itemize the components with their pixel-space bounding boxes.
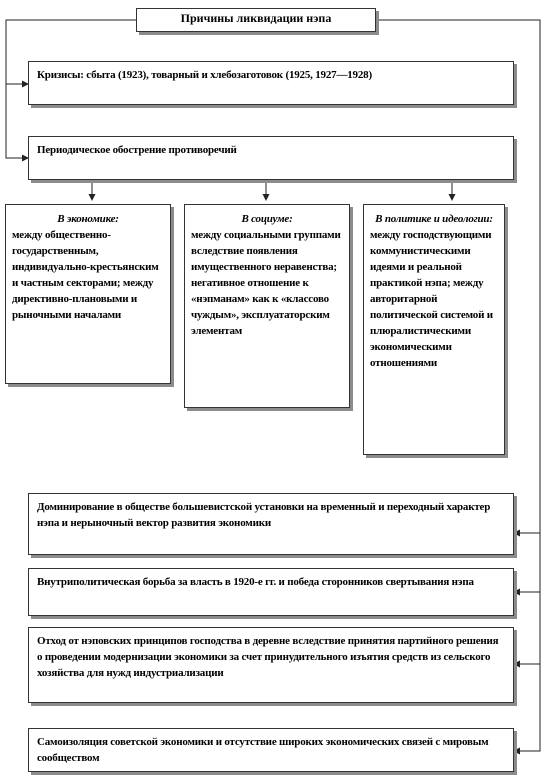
cause-text-1: Доминирование в обществе большевистской установки на временный и переходный характер нэпа и нерыночный вектор развития экономики (37, 501, 491, 529)
contradictions-text: Периодическое обострение противоречий (37, 144, 237, 156)
crises-box (28, 61, 514, 105)
cause-box-2 (28, 568, 514, 616)
economy-box (5, 204, 171, 384)
cause-text-4: Самоизоляция советской экономики и отсутствие широких экономических связей с мировым сообществом (37, 736, 489, 764)
contradictions-box (28, 136, 514, 180)
society-box (184, 204, 350, 408)
politics-heading: В политике и идеологии: (375, 213, 493, 225)
society-text: между социальными группами вследствие появления имущественного неравенства; негативное отношение к «нэпманам» как к «классово чуждым», эксплуататорским элементам (191, 229, 341, 337)
economy-text: между общественно-государственным, индивидуально-крестьянским и частным секторами; между директивно-плановыми и рыночными началами (12, 229, 159, 321)
cause-box-1 (28, 493, 514, 555)
politics-box (363, 204, 505, 455)
diagram-title (136, 8, 376, 32)
cause-box-3 (28, 627, 514, 703)
society-heading: В социуме: (241, 213, 293, 225)
cause-box-4 (28, 728, 514, 772)
cause-text-2: Внутриполитическая борьба за власть в 1920-е гг. и победа сторонников свертывания нэпа (37, 576, 474, 588)
crises-text: Кризисы: сбыта (1923), товарный и хлебозаготовок (1925, 1927—1928) (37, 69, 372, 81)
economy-heading: В экономике: (57, 213, 119, 225)
title-text: Причины ликвидации нэпа (180, 11, 332, 25)
cause-text-3: Отход от нэповских принципов господства в деревне вследствие принятия партийного решения о проведении модернизации экономики за счет принудительного изъятия средств из сельского хозяйства для нужд индустриализации (37, 635, 499, 679)
politics-text: между господствующими коммунистическими идеями и реальной практикой нэпа; между авторитарной политической системой и плюралистическими экономическими отношениями (370, 229, 493, 369)
